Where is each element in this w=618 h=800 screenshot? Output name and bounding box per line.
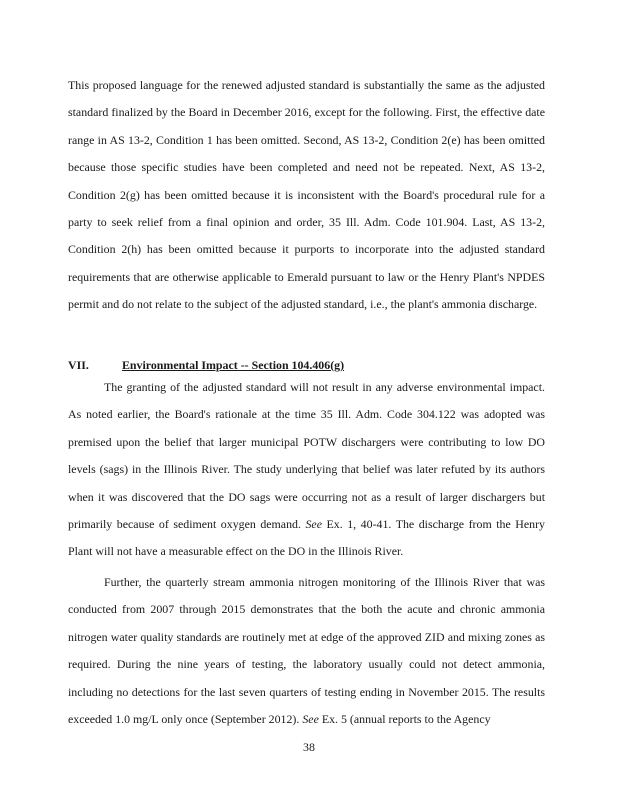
section-heading [68,357,545,373]
section-title: Environmental Impact -- Section 104.406(g) [122,358,345,372]
page-number: 38 [303,740,315,754]
citation-text: Ex. 5 (annual reports to the Agency [321,712,491,727]
citation-signal: See [305,517,322,532]
paragraph-ammonia-monitoring [68,569,545,733]
paragraph-text: Further, the quarterly stream ammonia nitrogen monitoring of the Illinois River that was conducted from 2007 through 2015 demonstrates that the both the acute and chronic ammonia nitrogen water quality standards are routinely met at edge of the approved ZID and mixing zones as required. During the nine years of testing, the laboratory usually could not detect ammonia, including no detections for the last seven quarters of testing ending in November 2015. The results exceeded 1.0 mg/L only once (September 2012). [68,575,545,727]
section-number: VII. [68,358,89,372]
paragraph-text: The granting of the adjusted standard will not result in any adverse environmental impact. As noted earlier, the Board's rationale at the time 35 Ill. Adm. Code 304.122 was adopted was premised upon the belief that larger municipal POTW dischargers were contributing to low DO levels (sags) in the Illinois River. The study underlying that belief was later refuted by its authors when it was discovered that the DO sags were occurring not as a result of larger dischargers but primarily because of sediment oxygen demand. [68,380,545,532]
citation-signal: See [302,712,319,727]
paragraph-environmental-impact [68,374,545,566]
paragraph-condition-omissions: This proposed language for the renewed adjusted standard is substantially the same as the adjusted standard finalized by the Board in December 2016, except for the following. First, the effective date range in AS 13-2, Condition 1 has been omitted. Second, AS 13-2, Condition 2(e) has been omitted because those specific studies have been completed and need not be repeated. Next, AS 13-2, Condition 2(g) has been omitted because it is inconsistent with the Board's procedural rule for a party to seek relief from a final opinion and order, 35 Ill. Adm. Code 101.904. Last, AS 13-2, Condition 2(h) has been omitted because it purports to incorporate into the adjusted standard requirements that are otherwise applicable to Emerald pursuant to law or the Henry Plant's NPDES permit and do not relate to the subject of the adjusted standard, i.e., the plant's ammonia discharge. [68,78,545,312]
citation-text: Ex. 1, 40-41. The discharge from the Henry Plant will not have a measurable effect on the DO in the Illinois River. [68,517,545,559]
